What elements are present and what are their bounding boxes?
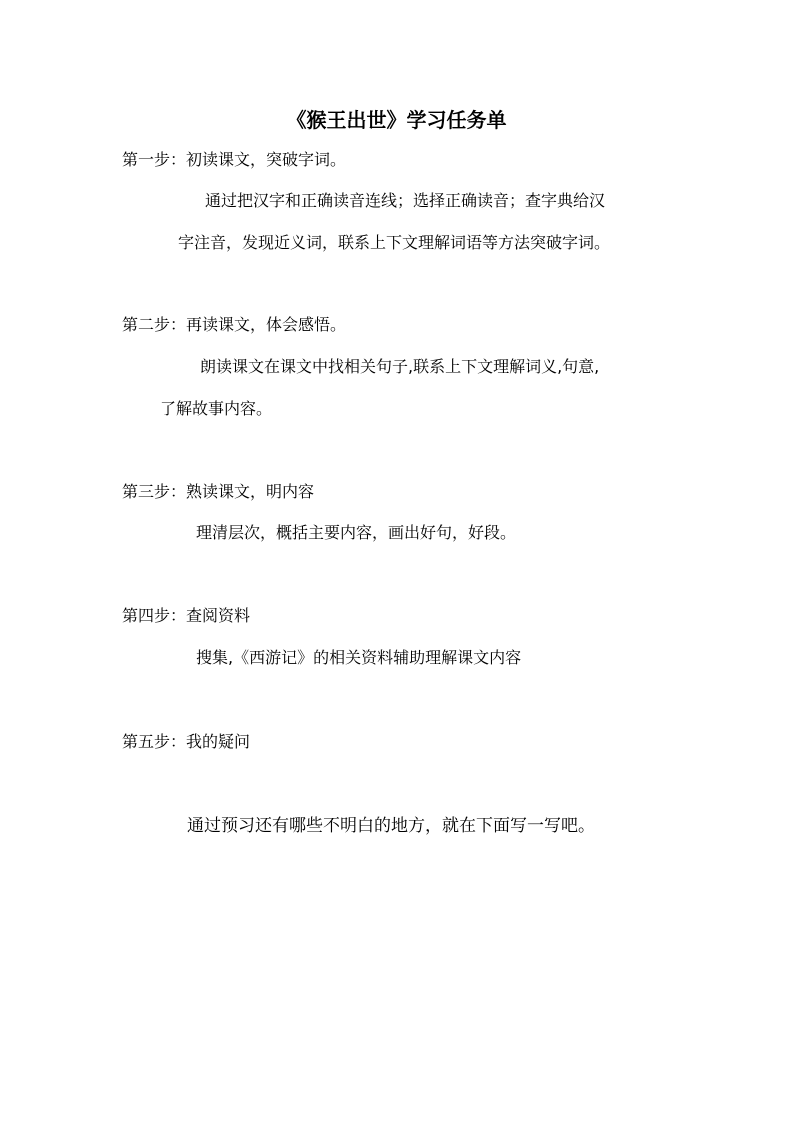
step-1-body-line-2: 字注音，发现近义词，联系上下文理解词语等方法突破字词。 [178, 233, 611, 252]
closing-prompt: 通过预习还有哪些不明白的地方，就在下面写一写吧。 [187, 816, 595, 836]
step-2-heading: 第二步：再读课文，体会感悟。 [122, 315, 347, 334]
step-3-heading: 第三步：熟读课文，明内容 [122, 482, 315, 501]
step-1-body-line-1: 通过把汉字和正确读音连线；选择正确读音；查字典给汉 [205, 191, 606, 210]
step-3-body-line-1: 理清层次，概括主要内容，画出好句，好段。 [196, 523, 517, 542]
step-1-heading: 第一步：初读课文，突破字词。 [122, 150, 347, 169]
page-title: 《猴王出世》学习任务单 [286, 108, 507, 132]
step-4-body-line-1: 搜集,《西游记》的相关资料辅助理解课文内容 [196, 648, 522, 667]
step-5-heading: 第五步：我的疑问 [122, 732, 251, 751]
step-2-body-line-1: 朗读课文在课文中找相关句子,联系上下文理解词义,句意, [200, 357, 600, 376]
step-2-body-line-2: 了解故事内容。 [160, 399, 273, 418]
step-4-heading: 第四步：查阅资料 [122, 606, 251, 625]
